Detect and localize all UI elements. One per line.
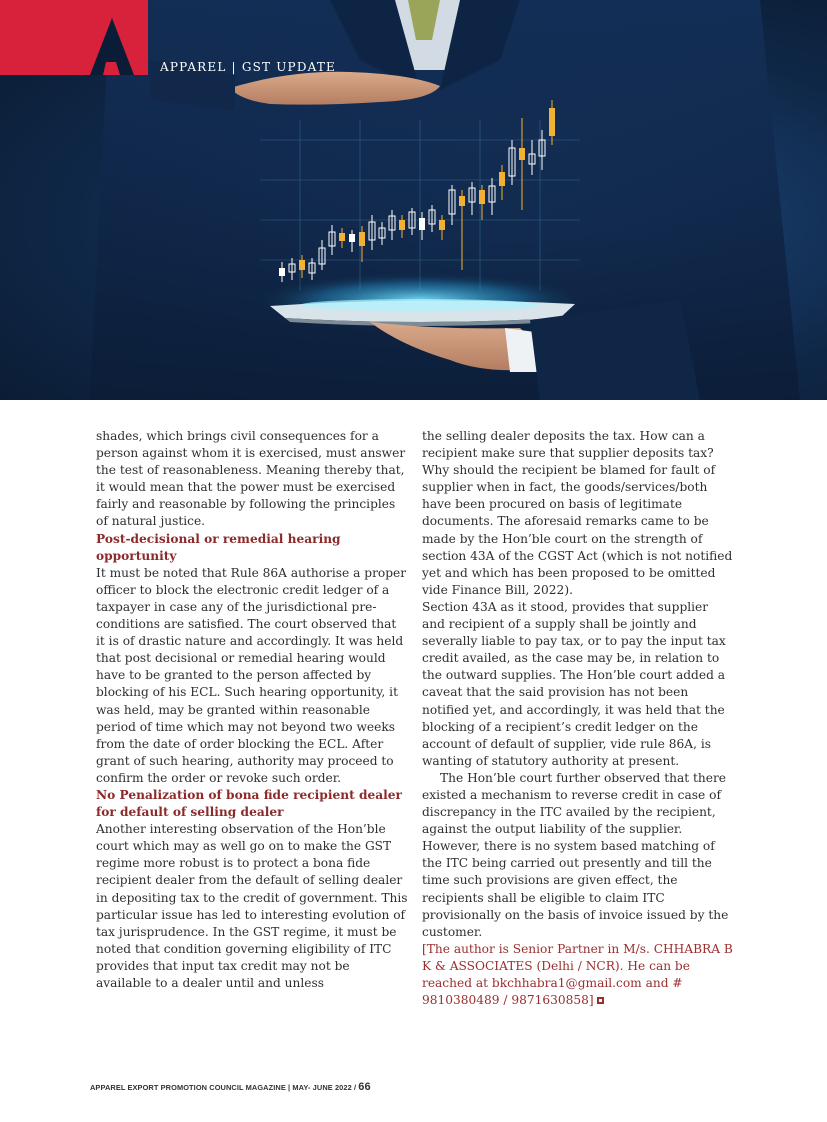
- author-note-text: [The author is Senior Partner in M/s. CHHABRA B K & ASSOCIATES (Delhi / NCR). He can be reached at bkchhabra1@gmail.com and # 9810380489 / 9871630858]: [422, 941, 733, 1008]
- paragraph: the selling dealer deposits the tax. How can a recipient make sure that supplier deposits tax? Why should the recipient be blamed for fault of supplier when in fact, the goods/services/both have been procured on basis of legitimate documents. The aforesaid remarks came to be made by the Hon’ble court on the strength of section 43A of the CGST Act (which is not notified yet and which has been proposed to be omitted vide Finance Bill, 2022).: [422, 429, 733, 597]
- paragraph: The Hon’ble court further observed that there existed a mechanism to reverse credit in case of discrepancy in the ITC availed by the recipient, against the output liability of the supplier. However, there is no system based matching of the ITC being carried out presently and till the time such provisions are given effect, the recipients shall be eligible to claim ITC provisionally on the basis of invoice issued by the customer.: [422, 770, 729, 939]
- article-right-column: [422, 428, 734, 1009]
- red-corner-logo: [0, 0, 148, 75]
- paragraph: It must be noted that Rule 86A authorise a proper officer to block the electronic credit ledger of a taxpayer in case any of the jurisdictional pre-conditions are satisfied. The court observed that it is of drastic nature and accordingly. It was held that post decisional or remedial hearing would have to be granted to the person affected by blocking of his ECL. Such hearing opportunity, it was held, may be granted within reasonable period of time which may not beyond two weeks from the date of order blocking the ECL. After grant of such hearing, authority may proceed to confirm the order or revoke such order.: [96, 565, 407, 785]
- article-left-column: [96, 428, 408, 992]
- footer-magazine-title: APPAREL EXPORT PROMOTION COUNCIL MAGAZINE | MAY- JUNE 2022 /: [90, 1083, 357, 1092]
- subheading: Post-decisional or remedial hearing opportunity: [96, 531, 341, 563]
- end-of-article-icon: [597, 997, 604, 1004]
- subheading: No Penalization of bona fide recipient dealer for default of selling dealer: [96, 787, 402, 820]
- page-footer: [90, 1081, 371, 1093]
- paragraph: shades, which brings civil consequences for a person against whom it is exercised, must answer the test of reasonableness. Meaning thereby that, it would mean that the power must be exercised fairly and reasonable by following the principles of natural justice.: [96, 429, 406, 529]
- section-label: APPAREL | GST UPDATE: [160, 60, 337, 74]
- hero-image: [0, 0, 827, 400]
- paragraph: Another interesting observation of the Hon’ble court which may as well go on to make the GST regime more robust is to protect a bona fide recipient dealer from the default of selling dealer in depositing tax to the credit of government. This particular issue has led to interesting evolution of tax jurisprudence. In the GST regime, it must be noted that condition governing eligibility of ITC provides that input tax credit may not be available to a dealer until and unless: [96, 822, 408, 990]
- paragraph: Section 43A as it stood, provides that supplier and recipient of a supply shall be jointly and severally liable to pay tax, or to pay the input tax credit availed, as the case may be, in relation to the outward supplies. The Hon’ble court added a caveat that the said provision has not been notified yet, and accordingly, it was held that the blocking of a recipient’s credit ledger on the account of default of supplier, vide rule 86A, is wanting of statutory authority at present.: [422, 599, 726, 768]
- author-note: [422, 941, 734, 1009]
- page-number: 66: [358, 1081, 371, 1093]
